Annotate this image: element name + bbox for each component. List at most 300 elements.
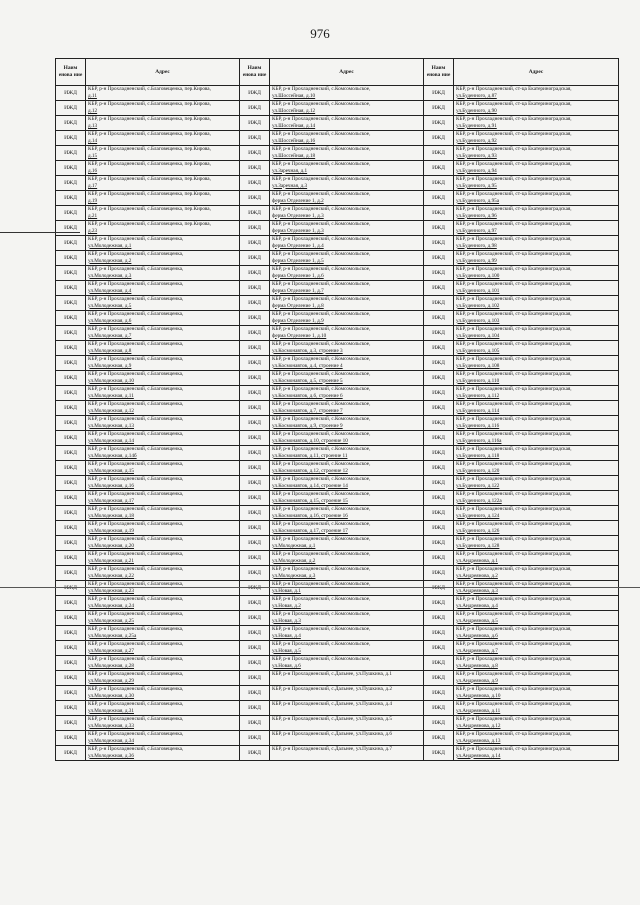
building-type-cell: ИЖД: [56, 536, 86, 551]
address-line-1: КБР, р-н Прохладненский, ст-ца Екатериноградская,: [456, 191, 572, 197]
address-cell: [454, 146, 619, 161]
building-type-cell: ИЖД: [56, 566, 86, 581]
address-cell: [454, 581, 619, 596]
address-cell: [270, 446, 424, 461]
address-line-1: КБР, р-н Прохладненский, с.Благовещенка,: [88, 686, 184, 692]
address-line-2: ул.Космонавтов, д.14, строение 14: [272, 482, 348, 489]
address-line-2: ул.Шоссейная, д.10: [272, 92, 316, 99]
address-line-2: ферма Отделение 1, д.3: [272, 212, 324, 219]
address-line-1: КБР, р-н Прохладненский, с.Благовещенка,: [88, 371, 184, 377]
address-cell: [270, 506, 424, 521]
address-line-2: ул.Молодежная, д.19: [88, 527, 134, 534]
address-line-2: ул.Космонавтов, д.12, строение 12: [272, 467, 348, 474]
table-header-row: [56, 59, 619, 86]
address-cell: [86, 116, 240, 131]
building-type-cell: ИЖД: [424, 416, 454, 431]
address-cell: [270, 311, 424, 326]
address-line-2: ул.Шоссейная, д.16: [272, 137, 316, 144]
address-line-1: КБР, р-н Прохладненский, с.Дальнее, ул.Пушкина, д.7: [272, 746, 392, 752]
building-type-cell: ИЖД: [56, 101, 86, 116]
building-type-cell: ИЖД: [56, 446, 86, 461]
building-type-cell: ИЖД: [56, 521, 86, 536]
address-line-2: ул.Молодежная, д.4: [88, 287, 132, 294]
address-cell: [86, 431, 240, 446]
building-type-cell: ИЖД: [240, 386, 270, 401]
building-type-cell: ИЖД: [240, 656, 270, 671]
building-type-cell: ИЖД: [424, 731, 454, 746]
address-line-1: КБР, р-н Прохладненский, ст-ца Екатериноградская,: [456, 446, 572, 452]
address-line-2: ул.Буденного, д.95а: [456, 197, 500, 204]
address-cell: [270, 101, 424, 116]
address-line-2: ул.Новая, д.4: [272, 632, 301, 639]
table-row: [56, 176, 619, 191]
address-line-2: ул.Молодежная, д.11: [88, 392, 134, 399]
address-cell: [86, 476, 240, 491]
address-line-2: ул.Буденного, д.112: [456, 392, 500, 399]
address-cell: [270, 731, 424, 746]
building-type-cell: ИЖД: [56, 191, 86, 206]
scan-line-middle: [0, 587, 640, 588]
address-line-2: ул.Космонавтов, д.7, строение 7: [272, 407, 343, 414]
address-line-2: ул.Новая, д.3: [272, 617, 301, 624]
address-line-2: ул.Заречная, д.1: [272, 167, 308, 174]
address-line-1: КБР, р-н Прохладненский, ст-ца Екатериноградская,: [456, 416, 572, 422]
table-row: [56, 191, 619, 206]
address-cell: [454, 251, 619, 266]
address-cell: [270, 581, 424, 596]
header-type-col3: Наим енова ние: [424, 59, 454, 86]
address-cell: [454, 551, 619, 566]
address-line-2: ул.Буденного, д.116: [456, 422, 500, 429]
address-line-1: КБР, р-н Прохладненский, с.Благовещенка,: [88, 416, 184, 422]
address-line-2: ул.Космонавтов, д.3, строение 3: [272, 347, 343, 354]
table-row: [56, 206, 619, 221]
address-line-2: ул.Молодежная, д.16: [88, 482, 134, 489]
address-line-1: КБР, р-н Прохладненский, с.Комсомольское,: [272, 461, 371, 467]
address-table: [55, 58, 619, 761]
address-line-2: ул.Новая, д.1: [272, 587, 301, 594]
address-line-1: КБР, р-н Прохладненский, ст-ца Екатериноградская,: [456, 326, 572, 332]
table-row: [56, 731, 619, 746]
address-line-2: ферма Отделение 1, д.8: [272, 302, 324, 309]
address-line-1: КБР, р-н Прохладненский, ст-ца Екатериноградская,: [456, 236, 572, 242]
table-row: [56, 401, 619, 416]
building-type-cell: ИЖД: [56, 176, 86, 191]
address-line-1: КБР, р-н Прохладненский, ст-ца Екатериноградская,: [456, 131, 572, 137]
building-type-cell: ИЖД: [240, 431, 270, 446]
address-line-1: КБР, р-н Прохладненский, ст-ца Екатериноградская,: [456, 596, 572, 602]
address-line-2: ул.Буденного, д.98: [456, 242, 497, 249]
building-type-cell: ИЖД: [424, 311, 454, 326]
address-line-1: КБР, р-н Прохладненский, с.Комсомольское,: [272, 101, 371, 107]
address-line-2: ул.Молодежная, д.30: [88, 692, 134, 699]
address-line-1: КБР, р-н Прохладненский, ст-ца Екатериноградская,: [456, 611, 572, 617]
address-cell: [454, 176, 619, 191]
address-line-2: ул.Новая, д.6: [272, 662, 301, 669]
address-cell: [86, 596, 240, 611]
building-type-cell: ИЖД: [56, 686, 86, 701]
address-line-2: ул.Молодежная, д.10: [88, 377, 134, 384]
building-type-cell: ИЖД: [56, 611, 86, 626]
building-type-cell: ИЖД: [424, 401, 454, 416]
address-cell: [86, 341, 240, 356]
building-type-cell: ИЖД: [424, 521, 454, 536]
address-line-2: ул.Космонавтов, д.9, строение 9: [272, 422, 343, 429]
building-type-cell: ИЖД: [240, 116, 270, 131]
table-row: [56, 566, 619, 581]
table-row: [56, 356, 619, 371]
address-line-2: ул.Буденного, д.118: [456, 452, 500, 459]
address-cell: [86, 461, 240, 476]
building-type-cell: ИЖД: [424, 476, 454, 491]
address-line-2: ферма Отделение 1, д.7: [272, 287, 324, 294]
table-row: [56, 611, 619, 626]
building-type-cell: ИЖД: [56, 131, 86, 146]
table-row: [56, 416, 619, 431]
address-line-2: ул.Молодежная, д.22: [88, 572, 134, 579]
address-cell: [270, 191, 424, 206]
address-line-2: д.23: [88, 227, 98, 234]
address-line-2: ул.Шоссейная, д.18: [272, 152, 316, 159]
address-line-1: КБР, р-н Прохладненский, с.Благовещенка,: [88, 566, 184, 572]
building-type-cell: ИЖД: [240, 266, 270, 281]
address-line-1: КБР, р-н Прохладненский, с.Комсомольское,: [272, 311, 371, 317]
address-cell: [86, 446, 240, 461]
address-line-1: КБР, р-н Прохладненский, с.Комсомольское,: [272, 521, 371, 527]
table-row: [56, 551, 619, 566]
building-type-cell: ИЖД: [240, 281, 270, 296]
building-type-cell: ИЖД: [240, 551, 270, 566]
table-row: [56, 671, 619, 686]
address-line-2: ул.Молодежная, д.31: [88, 707, 134, 714]
header-address-col2: Адрес: [270, 59, 424, 86]
address-line-1: КБР, р-н Прохладненский, с.Комсомольское,: [272, 641, 371, 647]
building-type-cell: ИЖД: [56, 476, 86, 491]
address-line-2: ул.Буденного, д.108: [456, 362, 500, 369]
address-cell: [454, 746, 619, 761]
building-type-cell: ИЖД: [240, 221, 270, 236]
address-line-2: ул.Буденного, д.95: [456, 182, 497, 189]
building-type-cell: ИЖД: [56, 371, 86, 386]
address-line-1: КБР, р-н Прохладненский, с.Благовещенка,: [88, 716, 184, 722]
address-line-2: ул.Буденного, д.90: [456, 107, 497, 114]
address-cell: [86, 641, 240, 656]
table-row: [56, 536, 619, 551]
table-row: [56, 236, 619, 251]
address-line-2: ул.Молодежная, д.27: [88, 647, 134, 654]
address-line-1: КБР, р-н Прохладненский, с.Благовещенка,: [88, 581, 184, 587]
table-row: [56, 431, 619, 446]
building-type-cell: ИЖД: [56, 86, 86, 101]
address-cell: [86, 311, 240, 326]
building-type-cell: ИЖД: [240, 731, 270, 746]
address-line-1: КБР, р-н Прохладненский, ст-ца Екатериноградская,: [456, 581, 572, 587]
building-type-cell: ИЖД: [56, 356, 86, 371]
address-line-1: КБР, р-н Прохладненский, ст-ца Екатериноградская,: [456, 731, 572, 737]
building-type-cell: ИЖД: [424, 101, 454, 116]
building-type-cell: ИЖД: [56, 701, 86, 716]
address-line-2: ул.Молодежная, д.20: [88, 542, 134, 549]
address-line-1: КБР, р-н Прохладненский, с.Комсомольское,: [272, 161, 371, 167]
address-line-1: КБР, р-н Прохладненский, с.Дальнее, ул.Пушкина, д.4: [272, 701, 392, 707]
address-line-2: д.15: [88, 152, 98, 159]
address-line-2: ул.Космонавтов, д.17, строение 17: [272, 527, 348, 534]
address-cell: [86, 566, 240, 581]
table-row: [56, 116, 619, 131]
address-line-1: КБР, р-н Прохладненский, ст-ца Екатериноградская,: [456, 146, 572, 152]
table-row: [56, 371, 619, 386]
address-line-1: КБР, р-н Прохладненский, с.Благовещенка, пер.Кирова,: [88, 131, 211, 137]
address-line-1: КБР, р-н Прохладненский, с.Комсомольское,: [272, 296, 371, 302]
building-type-cell: ИЖД: [240, 596, 270, 611]
address-line-2: ул.Шоссейная, д.14: [272, 122, 316, 129]
address-line-2: ул.Молодежная, д.1: [88, 242, 132, 249]
address-cell: [270, 671, 424, 686]
address-line-1: КБР, р-н Прохладненский, ст-ца Екатериноградская,: [456, 161, 572, 167]
address-cell: [270, 566, 424, 581]
address-cell: [86, 521, 240, 536]
building-type-cell: ИЖД: [424, 386, 454, 401]
building-type-cell: ИЖД: [240, 566, 270, 581]
building-type-cell: ИЖД: [424, 656, 454, 671]
building-type-cell: ИЖД: [240, 701, 270, 716]
address-line-1: КБР, р-н Прохладненский, ст-ца Екатериноградская,: [456, 176, 572, 182]
building-type-cell: ИЖД: [424, 206, 454, 221]
address-line-1: КБР, р-н Прохладненский, с.Благовещенка,: [88, 491, 184, 497]
building-type-cell: ИЖД: [56, 746, 86, 761]
building-type-cell: ИЖД: [240, 641, 270, 656]
address-line-2: ул.Молодежная, д.8: [88, 347, 132, 354]
address-line-2: ул.Буденного, д.120: [456, 467, 500, 474]
table-row: [56, 251, 619, 266]
address-line-1: КБР, р-н Прохладненский, с.Благовещенка, пер.Кирова,: [88, 191, 211, 197]
building-type-cell: ИЖД: [240, 236, 270, 251]
address-cell: [270, 536, 424, 551]
address-line-1: КБР, р-н Прохладненский, с.Комсомольское,: [272, 596, 371, 602]
address-line-1: КБР, р-н Прохладненский, ст-ца Екатериноградская,: [456, 296, 572, 302]
address-line-2: ул.Молодежная, д.3: [88, 272, 132, 279]
address-cell: [270, 281, 424, 296]
building-type-cell: ИЖД: [240, 296, 270, 311]
address-line-1: КБР, р-н Прохладненский, с.Благовещенка,: [88, 251, 184, 257]
address-cell: [86, 581, 240, 596]
address-line-2: ул.Буденного, д.128: [456, 542, 500, 549]
address-line-2: ул.Молодежная, д.5: [88, 302, 132, 309]
building-type-cell: ИЖД: [240, 356, 270, 371]
address-line-2: ул.Андреянова, д.6: [456, 632, 498, 639]
address-cell: [270, 491, 424, 506]
building-type-cell: ИЖД: [56, 731, 86, 746]
address-cell: [270, 116, 424, 131]
building-type-cell: ИЖД: [56, 116, 86, 131]
address-cell: [270, 551, 424, 566]
building-type-cell: ИЖД: [424, 431, 454, 446]
address-line-1: КБР, р-н Прохладненский, с.Комсомольское,: [272, 431, 371, 437]
address-cell: [454, 596, 619, 611]
address-cell: [86, 251, 240, 266]
address-cell: [86, 326, 240, 341]
address-cell: [270, 521, 424, 536]
address-cell: [86, 266, 240, 281]
table-row: [56, 131, 619, 146]
address-cell: [454, 521, 619, 536]
address-line-2: ул.Буденного, д.94: [456, 167, 497, 174]
building-type-cell: ИЖД: [240, 476, 270, 491]
building-type-cell: ИЖД: [240, 146, 270, 161]
address-line-2: ул.Космонавтов, д.5, строение 5: [272, 377, 343, 384]
address-line-1: КБР, р-н Прохладненский, с.Благовещенка,: [88, 356, 184, 362]
address-line-2: ул.Новая, д.2: [272, 602, 301, 609]
address-line-1: КБР, р-н Прохладненский, ст-ца Екатериноградская,: [456, 266, 572, 272]
address-line-1: КБР, р-н Прохладненский, с.Комсомольское,: [272, 86, 371, 92]
address-line-1: КБР, р-н Прохладненский, с.Благовещенка,: [88, 401, 184, 407]
address-cell: [454, 731, 619, 746]
address-line-1: КБР, р-н Прохладненский, с.Комсомольское,: [272, 551, 371, 557]
building-type-cell: ИЖД: [424, 281, 454, 296]
table-row: [56, 311, 619, 326]
address-line-1: КБР, р-н Прохладненский, ст-ца Екатериноградская,: [456, 221, 572, 227]
address-cell: [270, 341, 424, 356]
table-row: [56, 581, 619, 596]
address-line-1: КБР, р-н Прохладненский, с.Комсомольское,: [272, 371, 371, 377]
address-cell: [454, 671, 619, 686]
address-line-1: КБР, р-н Прохладненский, ст-ца Екатериноградская,: [456, 431, 572, 437]
address-cell: [270, 131, 424, 146]
address-line-2: ул.Молодежная, д.2: [88, 257, 132, 264]
building-type-cell: ИЖД: [56, 581, 86, 596]
address-cell: [454, 371, 619, 386]
building-type-cell: ИЖД: [424, 506, 454, 521]
address-cell: [86, 236, 240, 251]
address-line-1: КБР, р-н Прохладненский, ст-ца Екатериноградская,: [456, 701, 572, 707]
address-line-2: ул.Молодежная, д.28: [88, 662, 134, 669]
address-line-2: ул.Андреянова, д.3: [456, 587, 498, 594]
building-type-cell: ИЖД: [56, 296, 86, 311]
address-cell: [454, 611, 619, 626]
address-cell: [86, 416, 240, 431]
address-line-1: КБР, р-н Прохладненский, с.Комсомольское,: [272, 176, 371, 182]
building-type-cell: ИЖД: [56, 491, 86, 506]
address-line-1: КБР, р-н Прохладненский, с.Комсомольское,: [272, 221, 371, 227]
address-line-1: КБР, р-н Прохладненский, с.Комсомольское,: [272, 566, 371, 572]
address-cell: [86, 206, 240, 221]
address-line-2: ул.Космонавтов, д.15, строение 15: [272, 497, 348, 504]
address-line-1: КБР, р-н Прохладненский, с.Благовещенка,: [88, 461, 184, 467]
building-type-cell: ИЖД: [240, 446, 270, 461]
address-line-2: д.16: [88, 167, 98, 174]
address-cell: [86, 101, 240, 116]
building-type-cell: ИЖД: [424, 551, 454, 566]
building-type-cell: ИЖД: [56, 671, 86, 686]
building-type-cell: ИЖД: [240, 131, 270, 146]
address-cell: [270, 626, 424, 641]
address-line-2: ул.Молодежная, д.9: [88, 362, 132, 369]
address-line-2: ул.Молодежная, д.7: [88, 332, 132, 339]
address-cell: [454, 461, 619, 476]
address-cell: [454, 101, 619, 116]
address-cell: [270, 596, 424, 611]
address-line-1: КБР, р-н Прохладненский, ст-ца Екатериноградская,: [456, 86, 572, 92]
table-row: [56, 326, 619, 341]
address-line-2: ул.Буденного, д.101: [456, 287, 500, 294]
address-line-2: ул.Андреянова, д.14: [456, 752, 501, 759]
building-type-cell: ИЖД: [240, 416, 270, 431]
address-line-2: д.21: [88, 212, 98, 219]
address-cell: [270, 686, 424, 701]
building-type-cell: ИЖД: [424, 266, 454, 281]
address-line-2: ул.Молодежная, д.21: [88, 557, 134, 564]
building-type-cell: ИЖД: [424, 611, 454, 626]
address-cell: [454, 686, 619, 701]
address-line-1: КБР, р-н Прохладненский, с.Комсомольское,: [272, 356, 371, 362]
building-type-cell: ИЖД: [424, 131, 454, 146]
address-cell: [86, 671, 240, 686]
table-row: [56, 476, 619, 491]
address-cell: [270, 251, 424, 266]
address-cell: [86, 611, 240, 626]
address-line-2: ул.Буденного, д.103: [456, 317, 500, 324]
building-type-cell: ИЖД: [240, 371, 270, 386]
address-line-2: ул.Молодежная, д.12: [88, 407, 134, 414]
address-cell: [86, 161, 240, 176]
address-line-2: ул.Космонавтов, д.11, строение 11: [272, 452, 348, 459]
address-line-1: КБР, р-н Прохладненский, с.Комсомольское,: [272, 266, 371, 272]
building-type-cell: ИЖД: [240, 326, 270, 341]
building-type-cell: ИЖД: [240, 101, 270, 116]
building-type-cell: ИЖД: [56, 431, 86, 446]
address-cell: [270, 716, 424, 731]
address-line-1: КБР, р-н Прохладненский, ст-ца Екатериноградская,: [456, 551, 572, 557]
address-line-2: ул.Андреянова, д.12: [456, 722, 501, 729]
address-line-1: КБР, р-н Прохладненский, с.Благовещенка,: [88, 446, 184, 452]
address-cell: [270, 296, 424, 311]
address-cell: [270, 221, 424, 236]
address-cell: [270, 371, 424, 386]
address-cell: [86, 131, 240, 146]
address-cell: [86, 506, 240, 521]
address-line-1: КБР, р-н Прохладненский, с.Благовещенка,: [88, 521, 184, 527]
address-line-1: КБР, р-н Прохладненский, с.Комсомольское,: [272, 251, 371, 257]
address-cell: [454, 206, 619, 221]
address-line-2: д.19: [88, 197, 98, 204]
address-cell: [454, 506, 619, 521]
building-type-cell: ИЖД: [56, 161, 86, 176]
building-type-cell: ИЖД: [240, 746, 270, 761]
address-line-2: ул.Молодежная, д.25: [88, 617, 134, 624]
address-line-2: ул.Молодежная, д.34: [88, 737, 134, 744]
address-line-2: ул.Молодежная, д.13: [88, 422, 134, 429]
address-line-2: ул.Андреянова, д.4: [456, 602, 498, 609]
address-line-1: КБР, р-н Прохладненский, ст-ца Екатериноградская,: [456, 491, 572, 497]
building-type-cell: ИЖД: [240, 176, 270, 191]
address-line-2: ул.Космонавтов, д.16, строение 16: [272, 512, 348, 519]
address-line-1: КБР, р-н Прохладненский, ст-ца Екатериноградская,: [456, 641, 572, 647]
address-line-1: КБР, р-н Прохладненский, с.Благовещенка, пер.Кирова,: [88, 221, 211, 227]
table-row: [56, 656, 619, 671]
address-line-1: КБР, р-н Прохладненский, с.Комсомольское,: [272, 506, 371, 512]
address-line-2: ул.Буденного, д.110: [456, 377, 500, 384]
address-line-1: КБР, р-н Прохладненский, ст-ца Екатериноградская,: [456, 746, 572, 752]
table-row: [56, 641, 619, 656]
address-line-1: КБР, р-н Прохладненский, с.Благовещенка,: [88, 596, 184, 602]
address-line-1: КБР, р-н Прохладненский, ст-ца Екатериноградская,: [456, 116, 572, 122]
table-row: [56, 686, 619, 701]
address-line-1: КБР, р-н Прохладненский, с.Благовещенка, пер.Кирова,: [88, 86, 211, 92]
address-cell: [270, 206, 424, 221]
building-type-cell: ИЖД: [56, 506, 86, 521]
building-type-cell: ИЖД: [240, 161, 270, 176]
address-cell: [86, 86, 240, 101]
